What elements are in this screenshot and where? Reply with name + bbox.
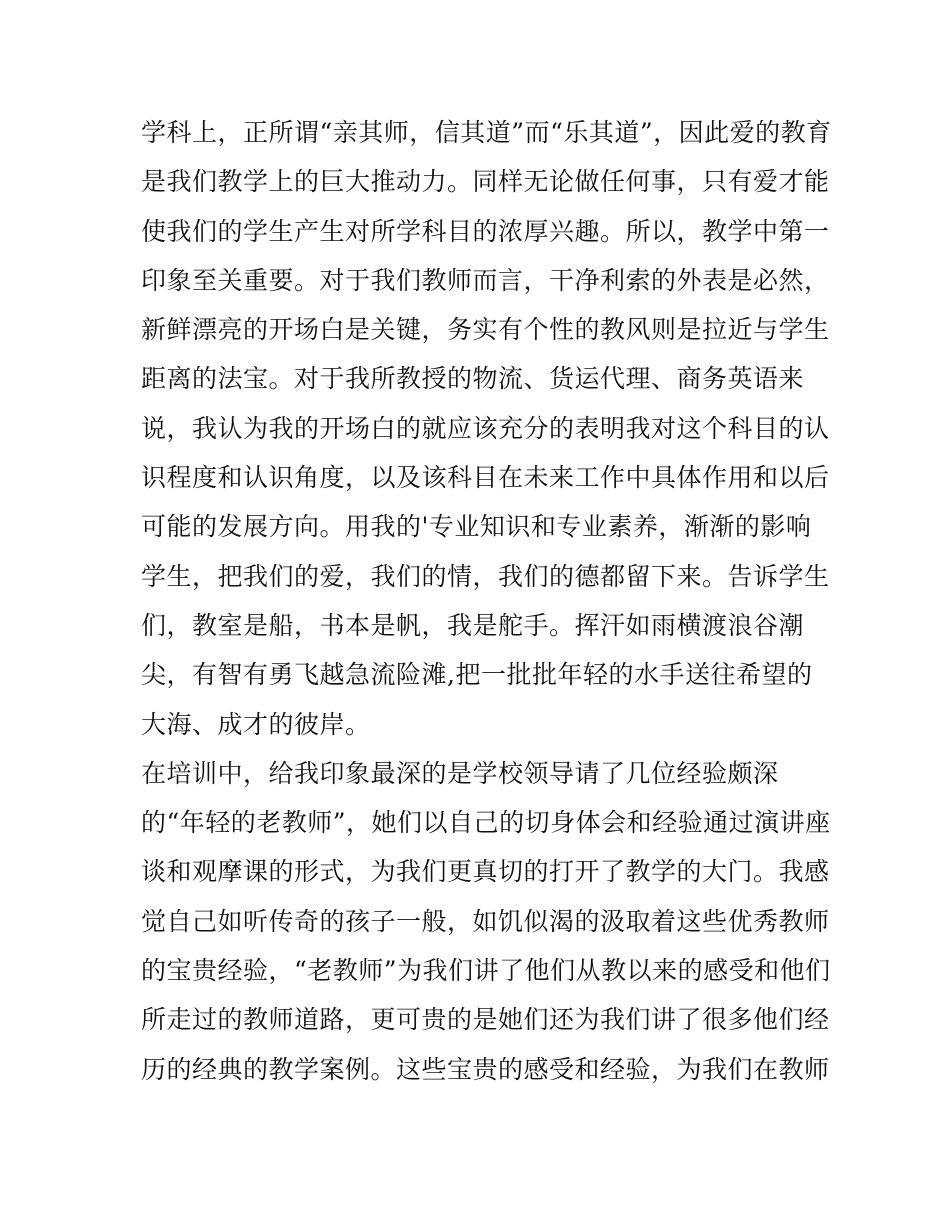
text-line: 学生，把我们的爱，我们的情，我们的德都留下来。告诉学生 bbox=[141, 561, 830, 591]
text-line: 觉自己如听传奇的孩子一般，如饥似渴的汲取着这些优秀教师 bbox=[141, 906, 830, 936]
text-line: 历的经典的教学案例。这些宝贵的感受和经验，为我们在教师 bbox=[141, 1054, 830, 1084]
document-body-text bbox=[141, 108, 832, 1094]
text-line: 识程度和认识角度，以及该科目在未来工作中具体作用和以后 bbox=[141, 463, 830, 493]
text-line: 距离的法宝。对于我所教授的物流、货运代理、商务英语来 bbox=[141, 364, 805, 394]
text-line: 印象至关重要。对于我们教师而言，干净利索的外表是必然， bbox=[141, 265, 830, 295]
text-line: 新鲜漂亮的开场白是关键，务实有个性的教风则是拉近与学生 bbox=[141, 315, 830, 345]
text-line: 是我们教学上的巨大推动力。同样无论做任何事，只有爱才能 bbox=[141, 167, 830, 197]
text-line: 学科上，正所谓“亲其师，信其道”而“乐其道”，因此爱的教育 bbox=[141, 118, 832, 147]
text-line: 在培训中，给我印象最深的是学校领导请了几位经验颇深 bbox=[141, 758, 779, 788]
text-line: 使我们的学生产生对所学科目的浓厚兴趣。所以，教学中第一 bbox=[141, 216, 830, 246]
text-line: 大海、成才的彼岸。 bbox=[141, 709, 371, 739]
text-line: 的宝贵经验，“老教师”为我们讲了他们从教以来的感受和他们 bbox=[141, 956, 831, 986]
text-line: 们，教室是船，书本是帆，我是舵手。挥汗如雨横渡浪谷潮 bbox=[141, 610, 805, 640]
text-line: 可能的发展方向。用我的'专业知识和专业素养，渐渐的影响 bbox=[141, 512, 812, 542]
text-line: 说，我认为我的开场白的就应该充分的表明我对这个科目的认 bbox=[141, 413, 830, 443]
text-line: 所走过的教师道路，更可贵的是她们还为我们讲了很多他们经 bbox=[141, 1005, 830, 1035]
text-line: 的“年轻的老教师”，她们以自己的切身体会和经验通过演讲座 bbox=[141, 808, 831, 838]
text-line: 谈和观摩课的形式，为我们更真切的打开了教学的大门。我感 bbox=[141, 857, 830, 887]
text-line: 尖，有智有勇飞越急流险滩,把一批批年轻的水手送往希望的 bbox=[141, 660, 813, 690]
